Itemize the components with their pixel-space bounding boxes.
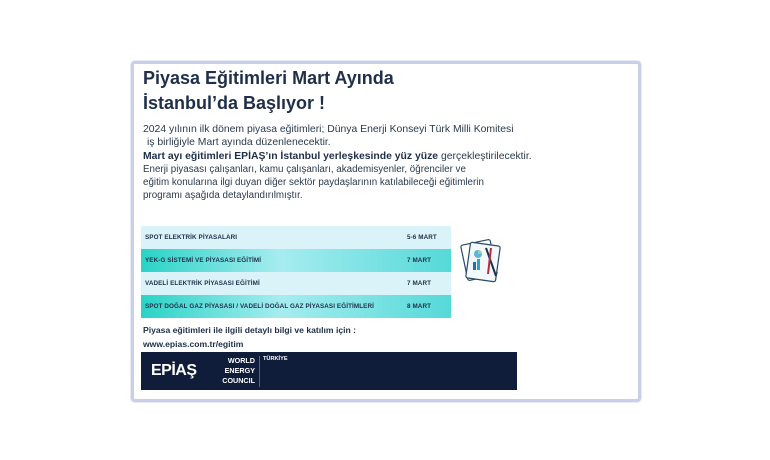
schedule-table	[141, 226, 451, 318]
schedule-date: 8 MART	[407, 303, 432, 310]
para1-line2: iş birliğiyle Mart ayında düzenlenecektir.	[147, 137, 331, 149]
schedule-row	[141, 272, 451, 295]
para2	[143, 150, 533, 163]
para3-line2: eğitim konularına ilgi duyan diğer sektör paydaşlarının katılabileceği eğitimlerin	[143, 177, 484, 189]
para3-line1: Enerji piyasası çalışanları, kamu çalışanları, akademisyenler, öğrenciler ve	[143, 163, 466, 175]
title-line-1: Piyasa Eğitimleri Mart Ayında	[143, 68, 394, 88]
para2-bold: Mart ayı eğitimleri EPİAŞ’ın İstanbul yerleşkesinde yüz yüze	[143, 150, 439, 162]
schedule-date: 5-6 MART	[407, 234, 437, 241]
schedule-name: SPOT DOĞAL GAZ PİYASASI / VADELİ DOĞAL GAZ PİYASASI EĞİTİMLERİ	[145, 303, 374, 310]
wec-divider	[259, 356, 260, 387]
schedule-name: SPOT ELEKTRİK PİYASALARI	[145, 234, 238, 241]
wec-logo	[217, 356, 255, 386]
country-label: TÜRKİYE	[263, 356, 288, 362]
info-text: Piyasa eğitimleri ile ilgili detaylı bilgi ve katılım için :	[143, 325, 357, 335]
para2-rest: gerçekleştirilecektir.	[438, 150, 532, 162]
announcement-title	[143, 66, 563, 116]
wec-line1: WORLD	[227, 356, 255, 365]
footer-banner	[141, 352, 517, 390]
schedule-row	[141, 226, 451, 249]
schedule-date: 7 MART	[407, 280, 432, 287]
schedule-row	[141, 295, 451, 318]
info-section	[143, 324, 443, 351]
announcement-body	[143, 123, 533, 203]
documents-chart-icon	[458, 238, 504, 284]
schedule-date: 7 MART	[407, 257, 432, 264]
info-link[interactable]: www.epias.com.tr/egitim	[143, 338, 244, 349]
epias-logo: EPİAŞ	[151, 362, 197, 379]
title-line-2: İstanbul’da Başlıyor !	[143, 93, 326, 113]
schedule-row	[141, 249, 451, 272]
para1-line1: 2024 yılının ilk dönem piyasa eğitimleri; Dünya Enerji Konseyi Türk Milli Komitesi	[143, 124, 514, 135]
wec-line2: ENERGY	[224, 366, 255, 375]
para3-line3: programı aşağıda detaylandırılmıştır.	[143, 190, 303, 202]
schedule-name: YEK-G SİSTEMİ VE PİYASASI EĞİTİMİ	[145, 257, 262, 264]
wec-line3: COUNCIL	[222, 376, 255, 385]
schedule-name: VADELİ ELEKTRİK PİYASASI EĞİTİMİ	[145, 280, 260, 287]
